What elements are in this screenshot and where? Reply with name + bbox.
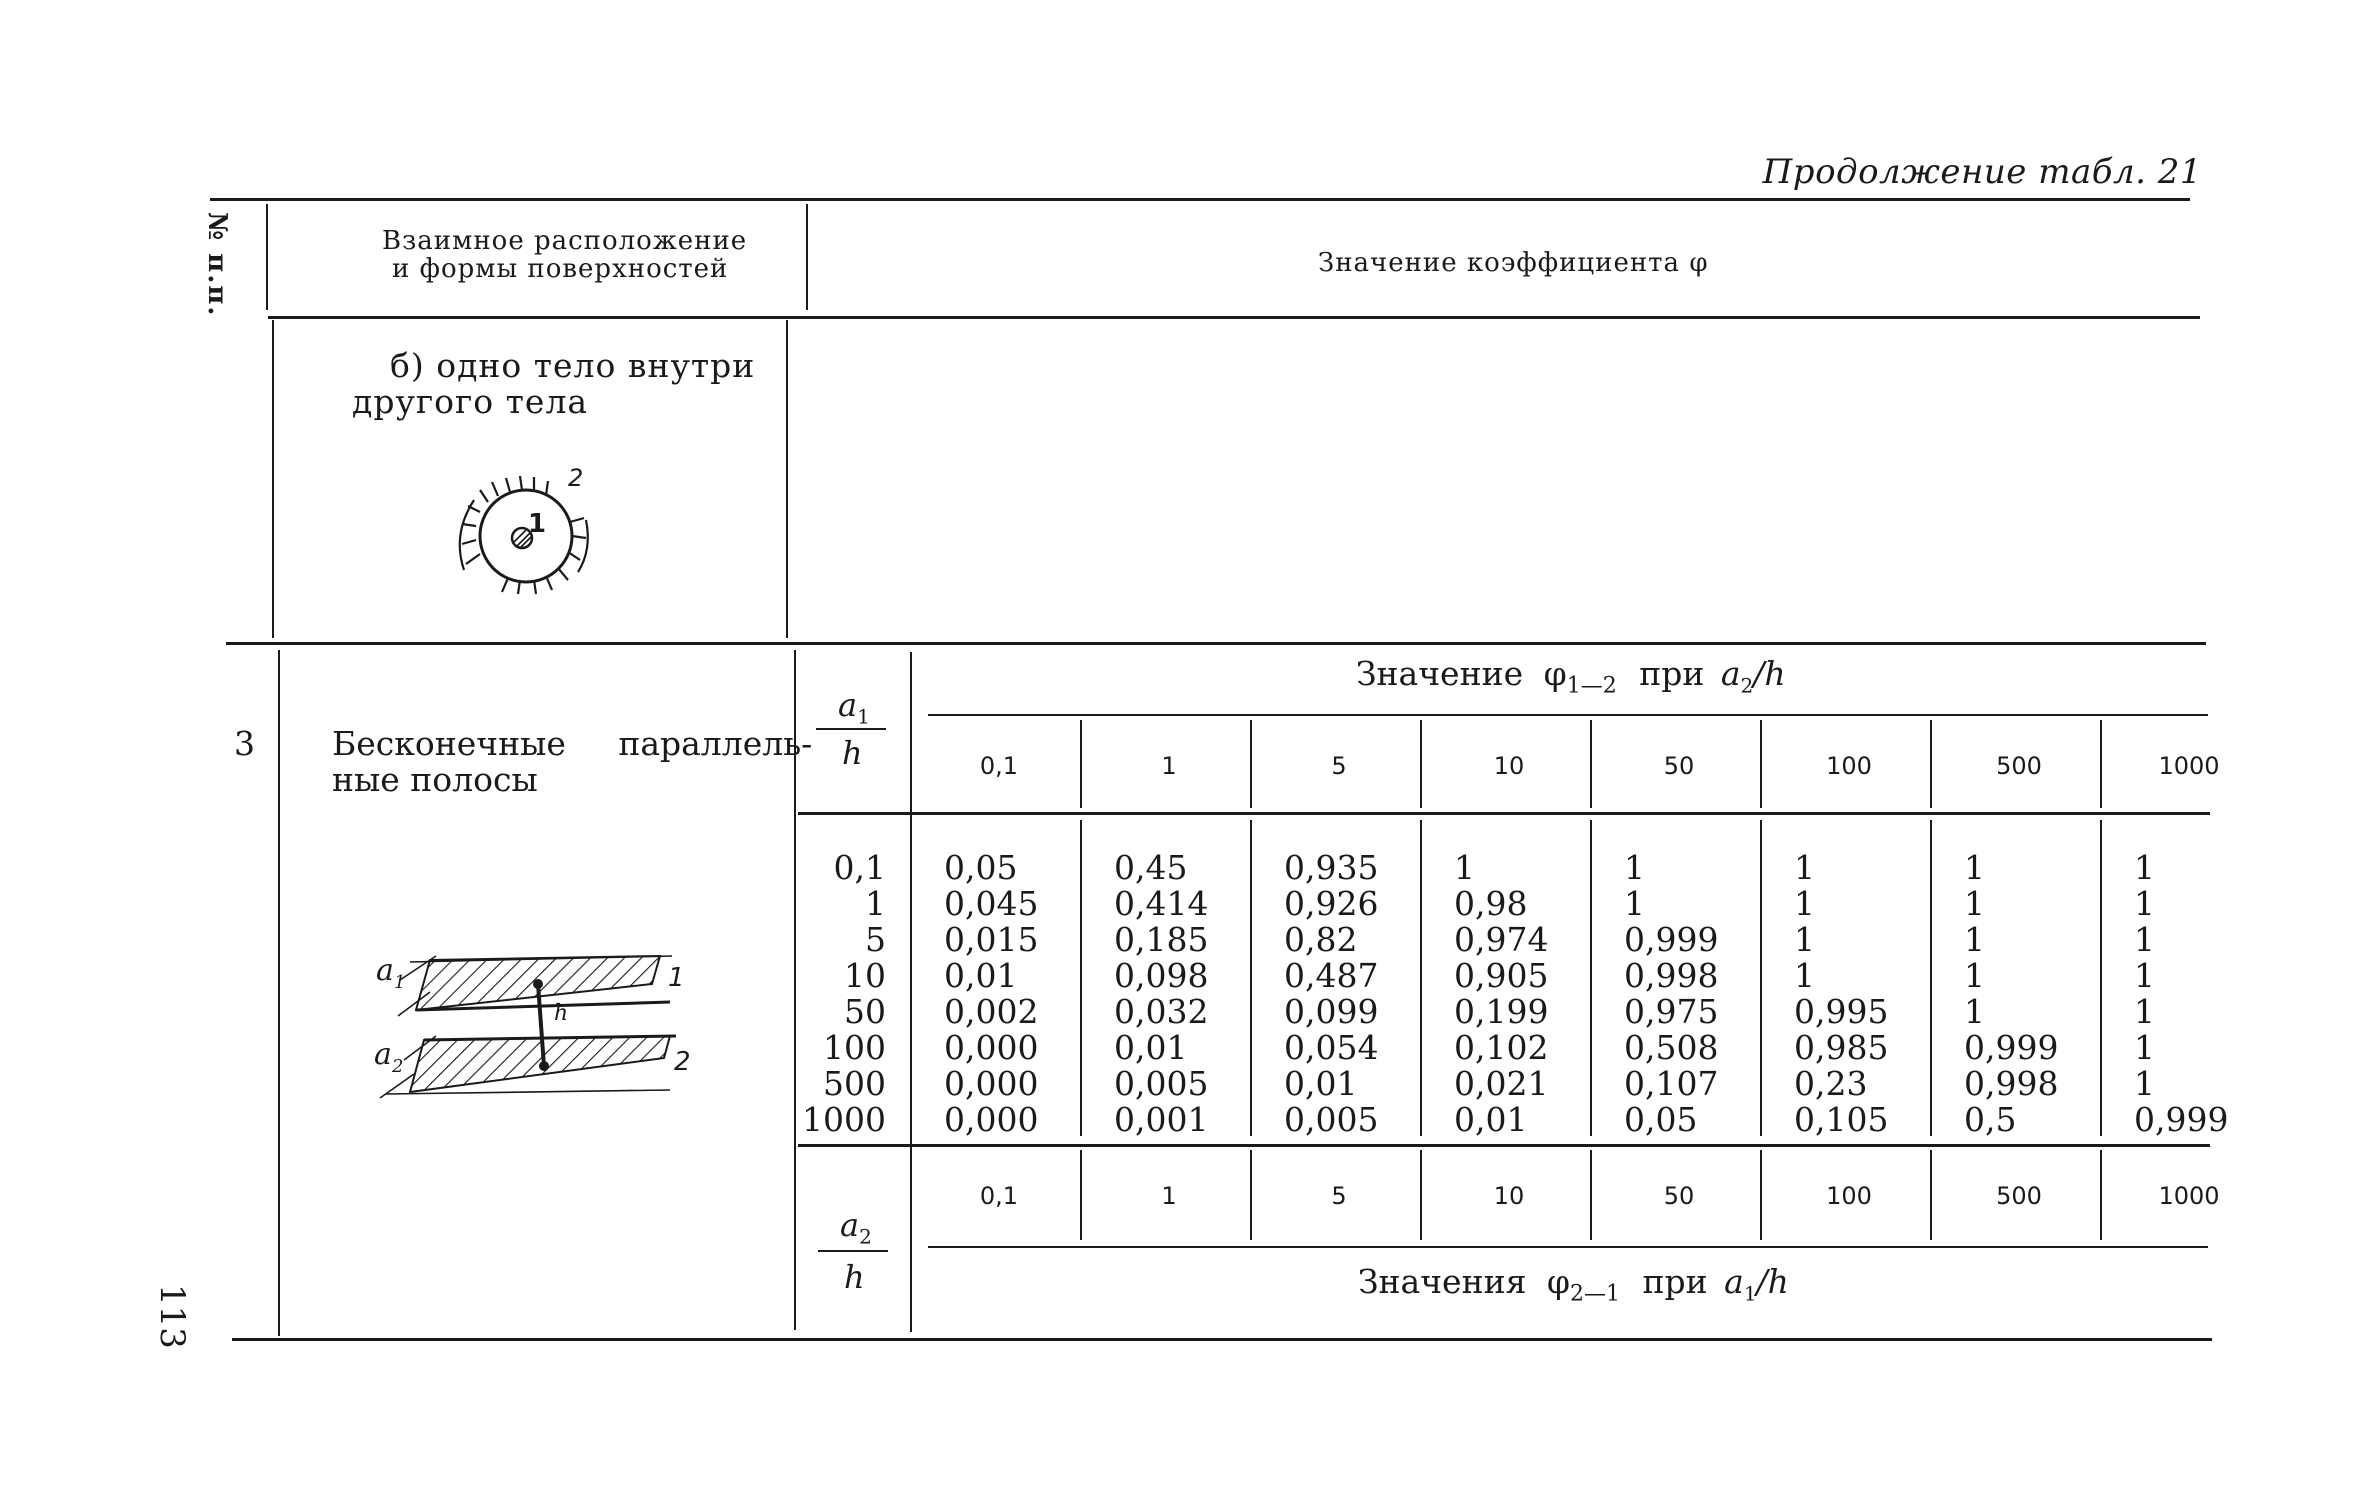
left-bottom-fraction-den: h — [844, 1258, 865, 1296]
value-cell-0-0: 0,05 — [944, 848, 1018, 887]
value-cell-0-6: 0,000 — [944, 1064, 1039, 1103]
row-label-5: 100 — [823, 1028, 886, 1067]
column-header-bottom-6: 500 — [1996, 1182, 2042, 1210]
subtable-bottom-title — [1358, 1262, 1789, 1307]
value-cell-7-1: 1 — [2134, 884, 2155, 923]
column-header-bottom-4: 50 — [1663, 1182, 1695, 1210]
value-cell-4-7: 0,05 — [1624, 1100, 1698, 1139]
column-header-top-3: 10 — [1493, 752, 1525, 780]
row3-text-line2: ные полосы — [332, 760, 538, 799]
value-cell-7-3: 1 — [2134, 956, 2155, 995]
column-divider-7-0 — [2100, 720, 2102, 808]
bottom-title-phi: φ — [1546, 1262, 1570, 1301]
subtable-top-title — [1356, 654, 1786, 699]
header-col-position-line2: и формы поверхностей — [392, 254, 729, 284]
column-divider-7-2 — [2100, 1150, 2102, 1240]
value-cell-2-1: 0,926 — [1284, 884, 1379, 923]
value-cell-1-4: 0,032 — [1114, 992, 1209, 1031]
value-cell-0-3: 0,01 — [944, 956, 1018, 995]
rowb-divider-2 — [786, 320, 788, 638]
value-cell-0-1: 0,045 — [944, 884, 1039, 923]
column-header-bottom-0: 0,1 — [979, 1182, 1019, 1210]
column-divider-1-0 — [1080, 720, 1082, 808]
value-cell-2-7: 0,005 — [1284, 1100, 1379, 1139]
fig-label-strip1: 1 — [668, 963, 685, 993]
column-header-top-6: 500 — [1996, 752, 2042, 780]
bottom-title-suffix: /h — [1756, 1262, 1789, 1301]
column-header-top-2: 5 — [1331, 752, 1347, 780]
row-label-0: 0,1 — [833, 848, 886, 887]
value-cell-2-6: 0,01 — [1284, 1064, 1358, 1103]
table-bottom-rule — [232, 1338, 2212, 1341]
value-cell-7-0: 1 — [2134, 848, 2155, 887]
fig-label-a1-sub: 1 — [394, 972, 406, 993]
bottom-title-phi-sub: 2—1 — [1570, 1281, 1620, 1307]
value-cell-2-4: 0,099 — [1284, 992, 1379, 1031]
value-cell-2-2: 0,82 — [1284, 920, 1358, 959]
top-title-mid: при — [1639, 654, 1705, 693]
value-cell-5-2: 1 — [1794, 920, 1815, 959]
column-header-top-5: 100 — [1826, 752, 1872, 780]
value-cell-4-2: 0,999 — [1624, 920, 1719, 959]
column-header-bottom-1: 1 — [1161, 1182, 1177, 1210]
top-title-prefix: Значение — [1356, 654, 1524, 693]
column-header-bottom-5: 100 — [1826, 1182, 1872, 1210]
top-title-phi-sub: 1—2 — [1566, 673, 1617, 699]
value-cell-0-4: 0,002 — [944, 992, 1039, 1031]
column-divider-1-2 — [1080, 1150, 1082, 1240]
subtable-top-title-rule — [928, 714, 2208, 716]
top-title-suffix: /h — [1753, 654, 1786, 693]
row-label-3: 10 — [844, 956, 886, 995]
value-cell-5-4: 0,995 — [1794, 992, 1889, 1031]
value-cell-6-6: 0,998 — [1964, 1064, 2059, 1103]
continuation-title: Продолжение табл. 21 — [1762, 152, 2202, 192]
row3-number: 3 — [234, 724, 255, 763]
fig-label-h: h — [554, 1001, 569, 1026]
value-cell-6-1: 1 — [1964, 884, 1985, 923]
value-cell-0-2: 0,015 — [944, 920, 1039, 959]
value-cell-1-1: 0,414 — [1114, 884, 1209, 923]
column-header-top-7: 1000 — [2158, 752, 2220, 780]
row-label-1: 1 — [865, 884, 886, 923]
column-divider-4-0 — [1590, 720, 1592, 808]
value-cell-4-0: 1 — [1624, 848, 1645, 887]
value-cell-5-5: 0,985 — [1794, 1028, 1889, 1067]
top-title-var-sub: 2 — [1740, 673, 1754, 698]
subtable-bottom-cols-rule — [928, 1246, 2208, 1248]
header-divider-2 — [806, 204, 808, 310]
subtable-values-bottom-rule — [798, 1144, 2210, 1147]
row-label-6: 500 — [823, 1064, 886, 1103]
value-cell-2-0: 0,935 — [1284, 848, 1379, 887]
column-divider-6-2 — [1930, 1150, 1932, 1240]
value-cell-1-6: 0,005 — [1114, 1064, 1209, 1103]
header-col-value: Значение коэффициента φ — [1318, 248, 1709, 278]
value-cell-3-4: 0,199 — [1454, 992, 1549, 1031]
column-divider-6-1 — [1930, 820, 1932, 1136]
column-divider-2-1 — [1250, 820, 1252, 1136]
fig-label-inner: 1 — [528, 509, 547, 539]
value-cell-6-7: 0,5 — [1964, 1100, 2017, 1139]
column-header-top-4: 50 — [1663, 752, 1695, 780]
column-divider-3-0 — [1420, 720, 1422, 808]
column-divider-1-1 — [1080, 820, 1082, 1136]
value-cell-3-0: 1 — [1454, 848, 1475, 887]
rowb-text-line1: б) одно тело внутри — [390, 346, 756, 385]
header-col-position-line1: Взаимное расположение — [382, 226, 748, 256]
value-cell-6-0: 1 — [1964, 848, 1985, 887]
column-header-bottom-7: 1000 — [2158, 1182, 2220, 1210]
value-cell-1-3: 0,098 — [1114, 956, 1209, 995]
column-divider-4-2 — [1590, 1150, 1592, 1240]
column-divider-3-2 — [1420, 1150, 1422, 1240]
value-cell-5-1: 1 — [1794, 884, 1815, 923]
value-cell-2-3: 0,487 — [1284, 956, 1379, 995]
value-cell-2-5: 0,054 — [1284, 1028, 1379, 1067]
value-cell-3-1: 0,98 — [1454, 884, 1528, 923]
value-cell-3-6: 0,021 — [1454, 1064, 1549, 1103]
bottom-title-prefix: Значения — [1358, 1262, 1527, 1301]
value-cell-6-2: 1 — [1964, 920, 1985, 959]
value-cell-3-2: 0,974 — [1454, 920, 1549, 959]
value-cell-3-3: 0,905 — [1454, 956, 1549, 995]
value-cell-3-7: 0,01 — [1454, 1100, 1528, 1139]
rowb-divider-1 — [272, 320, 274, 638]
header-col-no: № п.п. — [202, 212, 232, 318]
column-divider-2-2 — [1250, 1150, 1252, 1240]
fig-label-a2: a — [374, 1037, 392, 1072]
top-title-phi: φ — [1543, 654, 1567, 693]
fig-label-a1: a — [376, 953, 394, 988]
fig-label-a2-sub: 2 — [392, 1056, 404, 1077]
value-cell-6-5: 0,999 — [1964, 1028, 2059, 1067]
top-rule — [210, 198, 2190, 201]
column-header-top-1: 1 — [1161, 752, 1177, 780]
row-b-bottom-rule — [226, 642, 2206, 645]
column-divider-7-1 — [2100, 820, 2102, 1136]
value-cell-6-3: 1 — [1964, 956, 1985, 995]
left-top-fraction-bar — [816, 728, 886, 730]
fig-label-outer: 2 — [568, 464, 584, 492]
value-cell-7-6: 1 — [2134, 1064, 2155, 1103]
column-divider-5-0 — [1760, 720, 1762, 808]
value-cell-4-3: 0,998 — [1624, 956, 1719, 995]
value-cell-0-5: 0,000 — [944, 1028, 1039, 1067]
value-cell-1-5: 0,01 — [1114, 1028, 1188, 1067]
column-header-bottom-3: 10 — [1493, 1182, 1525, 1210]
row3-text-line1: Бесконечные параллель- — [332, 724, 813, 763]
value-cell-5-0: 1 — [1794, 848, 1815, 887]
value-cell-1-2: 0,185 — [1114, 920, 1209, 959]
row3-divider-1 — [278, 650, 280, 1336]
value-cell-7-4: 1 — [2134, 992, 2155, 1031]
left-bottom-fraction-bar — [818, 1250, 888, 1252]
row-label-4: 50 — [844, 992, 886, 1031]
value-cell-3-5: 0,102 — [1454, 1028, 1549, 1067]
value-cell-1-7: 0,001 — [1114, 1100, 1209, 1139]
value-cell-7-7: 0,999 — [2134, 1100, 2229, 1139]
subtable-left-divider — [910, 652, 912, 1332]
row-label-2: 5 — [865, 920, 886, 959]
header-divider-1 — [266, 204, 268, 310]
column-divider-3-1 — [1420, 820, 1422, 1136]
value-cell-7-5: 1 — [2134, 1028, 2155, 1067]
page-number: 113 — [152, 1284, 192, 1349]
value-cell-1-0: 0,45 — [1114, 848, 1188, 887]
subtable-columns-bottom-rule — [798, 812, 2210, 815]
value-cell-7-2: 1 — [2134, 920, 2155, 959]
bottom-title-var: a — [1724, 1262, 1744, 1301]
column-header-bottom-2: 5 — [1331, 1182, 1347, 1210]
rowb-text-line2: другого тела — [352, 382, 589, 421]
concentric-bodies-figure — [450, 460, 600, 610]
column-divider-2-0 — [1250, 720, 1252, 808]
value-cell-4-1: 1 — [1624, 884, 1645, 923]
left-top-fraction-num: $a_1$ — [838, 686, 870, 729]
column-divider-5-2 — [1760, 1150, 1762, 1240]
value-cell-6-4: 1 — [1964, 992, 1985, 1031]
column-header-top-0: 0,1 — [979, 752, 1019, 780]
value-cell-4-6: 0,107 — [1624, 1064, 1719, 1103]
column-divider-5-1 — [1760, 820, 1762, 1136]
bottom-title-var-sub: 1 — [1743, 1281, 1757, 1306]
left-bottom-fraction-num: $a_2$ — [840, 1206, 872, 1249]
value-cell-4-4: 0,975 — [1624, 992, 1719, 1031]
value-cell-4-5: 0,508 — [1624, 1028, 1719, 1067]
value-cell-5-7: 0,105 — [1794, 1100, 1889, 1139]
value-cell-5-6: 0,23 — [1794, 1064, 1868, 1103]
value-cell-0-7: 0,000 — [944, 1100, 1039, 1139]
top-title-var: a — [1720, 654, 1741, 693]
parallel-strips-figure — [370, 940, 700, 1120]
column-divider-4-1 — [1590, 820, 1592, 1136]
bottom-title-mid: при — [1642, 1262, 1708, 1301]
left-top-fraction-den: h — [842, 734, 863, 772]
fig-label-strip2: 2 — [674, 1047, 691, 1077]
value-cell-5-3: 1 — [1794, 956, 1815, 995]
header-bottom-rule — [268, 316, 2200, 319]
column-divider-6-0 — [1930, 720, 1932, 808]
row-label-7: 1000 — [802, 1100, 886, 1139]
